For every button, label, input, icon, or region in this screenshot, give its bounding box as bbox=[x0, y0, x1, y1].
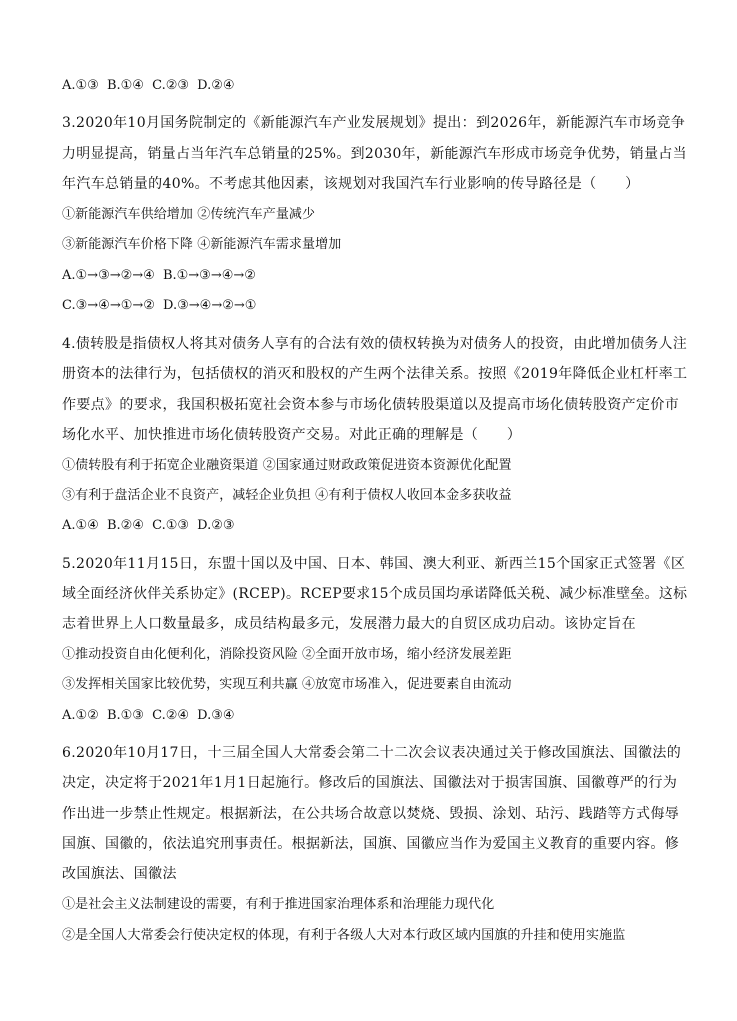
q5-answer-options: A.①② B.①③ C.②④ D.③④ bbox=[62, 708, 235, 723]
q3-stem-line-1: 3.2020年10月国务院制定的《新能源汽车产业发展规划》提出：到2026年，新能源汽车市场竞争 bbox=[62, 115, 686, 131]
q3-answer-options-row-2: C.③→④→①→② D.③→④→②→① bbox=[62, 298, 257, 313]
q4-items-row-1: ①债转股有利于拓宽企业融资渠道 ②国家通过财政政策促进资本资源优化配置 bbox=[62, 458, 512, 473]
q3-items-row-2: ③新能源汽车价格下降 ④新能源汽车需求量增加 bbox=[62, 237, 342, 252]
q5-stem-line-1: 5.2020年11月15日，东盟十国以及中国、日本、韩国、澳大利亚、新西兰15个国家正式签署《区 bbox=[62, 556, 686, 572]
q4-answer-options: A.①④ B.②④ C.①③ D.②③ bbox=[62, 518, 235, 533]
q5-stem-line-3: 志着世界上人口数量最多，成员结构最多元，发展潜力最大的自贸区成功启动。该协定旨在 bbox=[62, 616, 636, 632]
q4-stem-line-4: 场化水平、加快推进市场化债转股资产交易。对此正确的理解是（ ） bbox=[62, 427, 522, 443]
q6-stem-line-5: 改国旗法、国徽法 bbox=[62, 866, 177, 882]
q4-stem-line-3: 作要点》的要求，我国积极拓宽社会资本参与市场化债转股渠道以及提高市场化债转股资产定价市 bbox=[62, 397, 680, 413]
q6-stem-line-2: 决定，决定将于2021年1月1日起施行。修改后的国旗法、国徽法对于损害国旗、国徽尊严的行为 bbox=[62, 775, 678, 791]
q3-answer-options-row-1: A.①→③→②→④ B.①→③→④→② bbox=[62, 268, 256, 283]
q5-stem-line-2: 域全面经济伙伴关系协定》(RCEP)。RCEP要求15个成员国均承诺降低关税、减少标准壁垒。这标 bbox=[62, 586, 688, 602]
q4-stem-line-2: 册资本的法律行为，包括债权的消灭和股权的产生两个法律关系。按照《2019年降低企业杠杆率工 bbox=[62, 366, 688, 382]
q4-items-row-2: ③有利于盘活企业不良资产，减轻企业负担 ④有利于债权人收回本金多获收益 bbox=[62, 488, 512, 503]
q6-stem-line-4: 国旗、国徽的，依法追究刑事责任。根据新法，国旗、国徽应当作为爱国主义教育的重要内容。修 bbox=[62, 836, 680, 852]
q3-stem-line-3: 年汽车总销量的40%。不考虑其他因素，该规划对我国汽车行业影响的传导路径是（ ） bbox=[62, 176, 640, 192]
q5-items-row-1: ①推动投资自由化便利化，消除投资风险 ②全面开放市场，缩小经济发展差距 bbox=[62, 647, 512, 662]
q3-items-row-1: ①新能源汽车供给增加 ②传统汽车产量减少 bbox=[62, 207, 316, 222]
q6-item-1: ①是社会主义法制建设的需要，有利于推进国家治理体系和治理能力现代化 bbox=[62, 897, 495, 912]
q6-stem-line-1: 6.2020年10月17日，十三届全国人大常委会第二十二次会议表决通过关于修改国旗法、国徽法的 bbox=[62, 745, 682, 761]
q6-stem-line-3: 作出进一步禁止性规定。根据新法，在公共场合故意以焚烧、毁损、涂划、玷污、践踏等方式侮辱 bbox=[62, 806, 680, 822]
q6-item-2: ②是全国人大常委会行使决定权的体现，有利于各级人大对本行政区域内国旗的升挂和使用实施监 bbox=[62, 928, 626, 943]
q5-items-row-2: ③发挥相关国家比较优势，实现互利共赢 ④放宽市场准入，促进要素自由流动 bbox=[62, 677, 512, 692]
q2-answer-options: A.①③ B.①④ C.②③ D.②④ bbox=[62, 78, 235, 93]
q4-stem-line-1: 4.债转股是指债权人将其对债务人享有的合法有效的债权转换为对债务人的投资，由此增加债务人注 bbox=[62, 336, 688, 352]
q3-stem-line-2: 力明显提高，销量占当年汽车总销量的25%。到2030年，新能源汽车形成市场竞争优势，销量占当 bbox=[62, 146, 687, 162]
